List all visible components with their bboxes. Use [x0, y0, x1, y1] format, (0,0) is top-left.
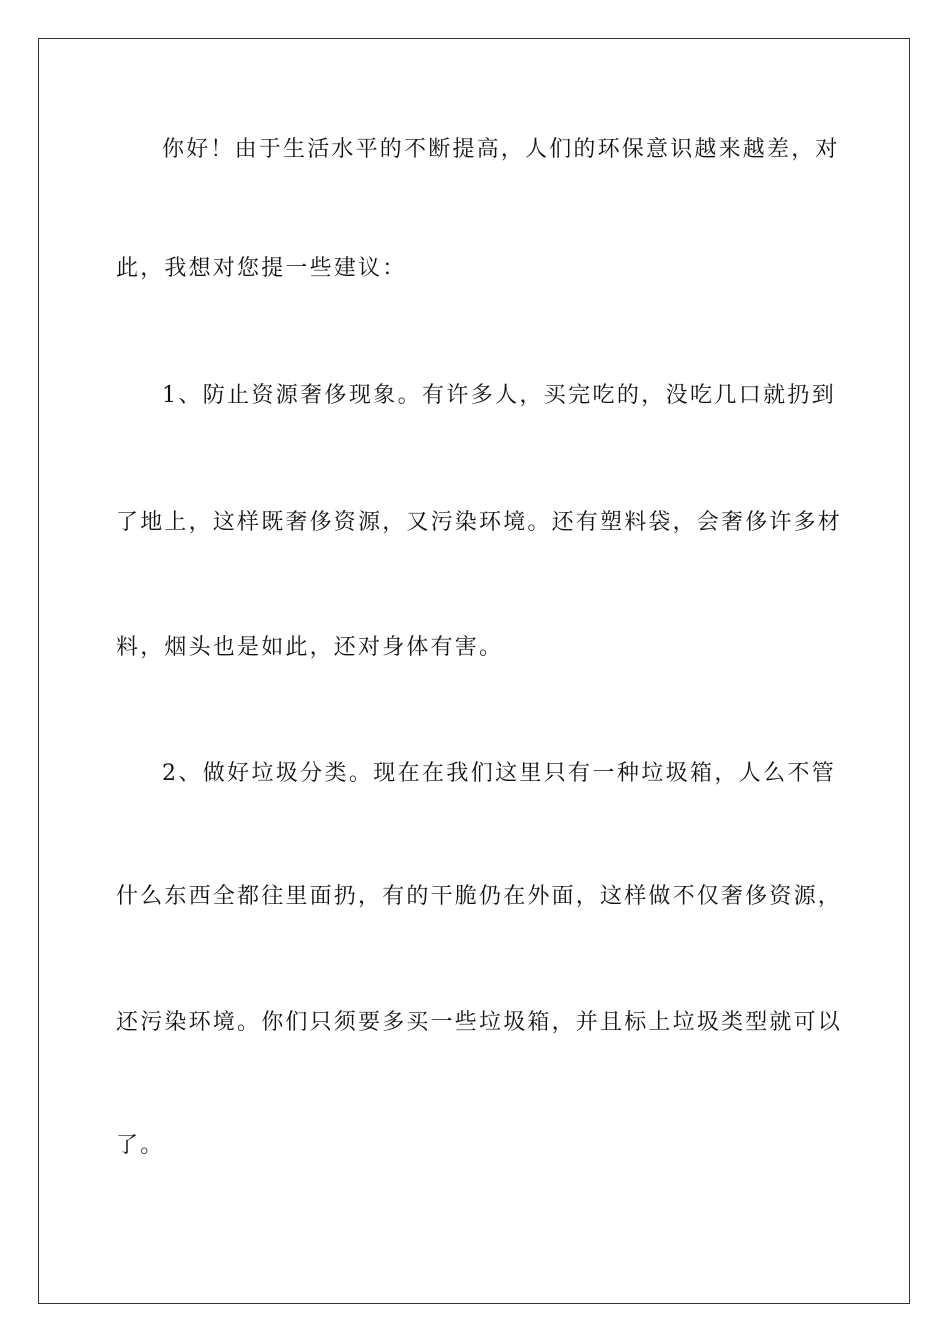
paragraph-2-line-2: 了地上，这样既奢侈资源，又污染环境。还有塑料袋，会奢侈许多材: [116, 510, 843, 535]
paragraph-2-line-1: 1、防止资源奢侈现象。有许多人，买完吃的，没吃几口就扔到: [162, 383, 836, 408]
paragraph-1-line-1: 你好！由于生活水平的不断提高，人们的环保意识越来越差，对: [162, 137, 840, 162]
paragraph-1-line-2: 此，我想对您提一些建议：: [116, 256, 407, 281]
page-border: [38, 38, 910, 1304]
paragraph-2-line-3: 料，烟头也是如此，还对身体有害。: [116, 635, 504, 660]
paragraph-3-line-1: 2、做好垃圾分类。现在在我们这里只有一种垃圾箱，人么不管: [162, 761, 836, 786]
paragraph-3-line-3: 还污染环境。你们只须要多买一些垃圾箱，并且标上垃圾类型就可以: [116, 1010, 843, 1035]
paragraph-3-line-2: 什么东西全都往里面扔，有的干脆仍在外面，这样做不仅奢侈资源，: [116, 884, 843, 909]
paragraph-3-line-4: 了。: [116, 1133, 165, 1158]
